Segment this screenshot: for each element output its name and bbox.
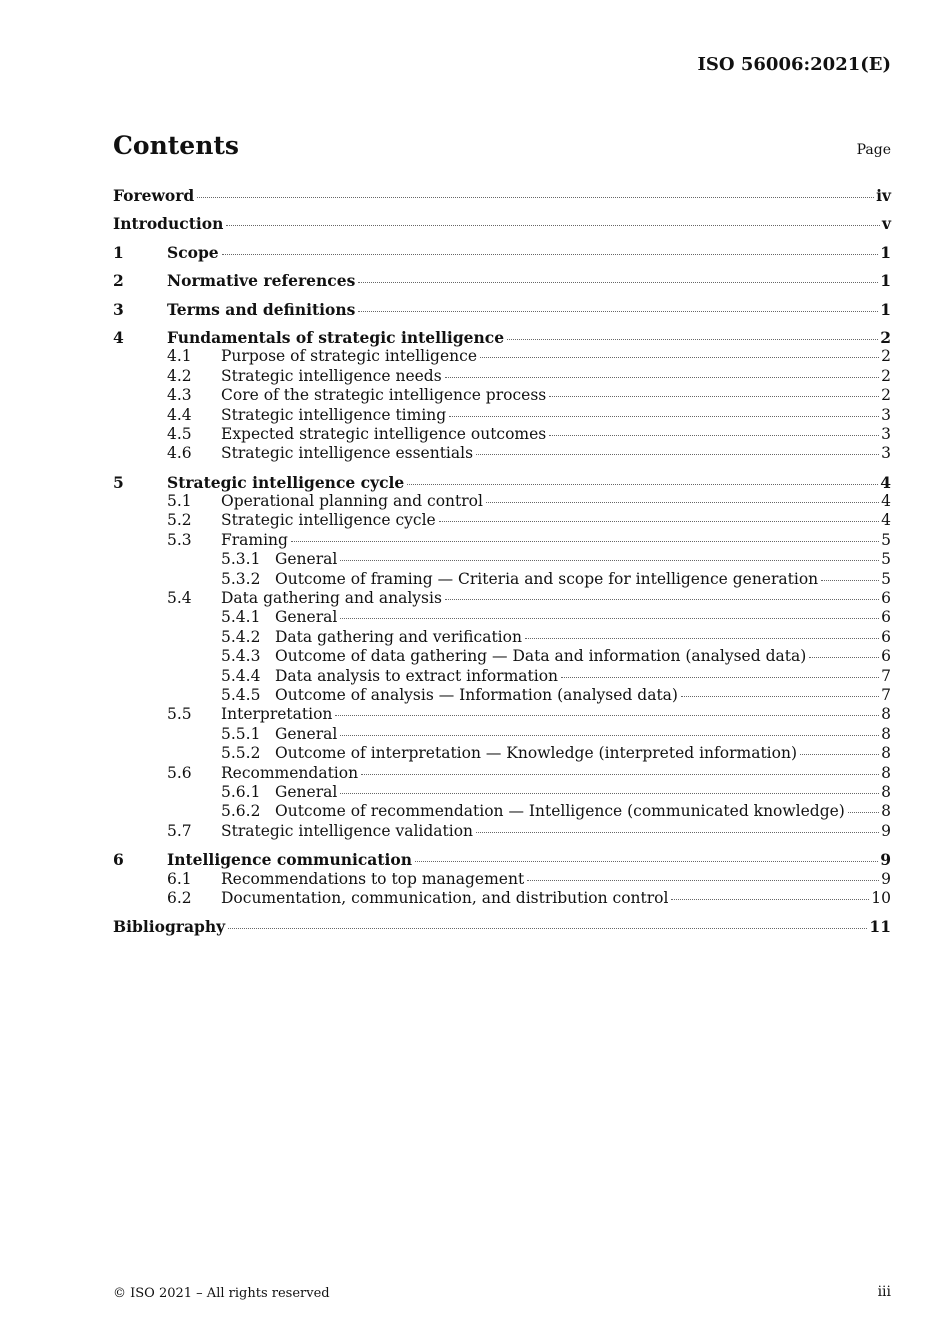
toc-entry-number: 5 bbox=[113, 472, 124, 492]
dot-leader bbox=[549, 396, 879, 397]
toc-entry-title: Outcome of data gathering — Data and information (analysed data) bbox=[275, 647, 807, 666]
toc-entry-page: 10 bbox=[871, 888, 891, 907]
toc-entry-page: 7 bbox=[881, 685, 891, 704]
dot-leader bbox=[228, 928, 867, 929]
toc-entry-number: 4 bbox=[113, 327, 124, 347]
toc-entry-title: General bbox=[275, 782, 338, 801]
toc-entry-title: Terms and definitions bbox=[167, 299, 356, 319]
toc-entry-page: 4 bbox=[881, 492, 891, 511]
toc-entry-title: General bbox=[275, 550, 338, 569]
dot-leader bbox=[340, 793, 879, 794]
toc-entry-page: 3 bbox=[881, 424, 891, 443]
toc-entry-title: General bbox=[275, 724, 338, 743]
toc-entry-page: 2 bbox=[880, 327, 891, 347]
dot-leader bbox=[809, 657, 879, 658]
toc-entry-title: Foreword bbox=[113, 186, 195, 205]
dot-leader bbox=[476, 832, 879, 833]
toc-entry-page: 8 bbox=[881, 744, 891, 763]
toc-entry-number: 5.4.3 bbox=[221, 647, 261, 666]
toc-entry-number: 4.2 bbox=[167, 366, 192, 385]
toc-entry-page: 8 bbox=[881, 763, 891, 782]
toc-entry-page: 4 bbox=[880, 472, 891, 492]
toc-entry[interactable] bbox=[113, 406, 891, 425]
page-title: Contents bbox=[113, 131, 240, 160]
toc-entry-title: Outcome of analysis — Information (analysed data) bbox=[275, 685, 678, 704]
toc-entry-title: Strategic intelligence cycle bbox=[221, 511, 436, 530]
dot-leader bbox=[340, 735, 879, 736]
toc-entry-number: 5.5 bbox=[167, 705, 192, 724]
toc-entry[interactable] bbox=[113, 725, 891, 744]
toc-entry[interactable] bbox=[113, 705, 891, 724]
dot-leader bbox=[476, 454, 879, 455]
dot-leader bbox=[449, 416, 879, 417]
toc-entry-page: 1 bbox=[880, 242, 891, 262]
page-number: iii bbox=[877, 1284, 891, 1300]
toc-entry-title: Recommendation bbox=[221, 763, 359, 782]
toc-entry-number: 5.6.1 bbox=[221, 782, 261, 801]
toc-entry-title: Outcome of recommendation — Intelligence (communicated knowledge) bbox=[275, 802, 845, 821]
toc-entry-number: 5.4.2 bbox=[221, 627, 261, 646]
toc-entry-title: Framing bbox=[221, 530, 288, 549]
toc-entry-title: Normative references bbox=[167, 271, 356, 291]
toc-entry[interactable] bbox=[113, 328, 891, 347]
toc-entry-title: Strategic intelligence timing bbox=[221, 405, 447, 424]
dot-leader bbox=[340, 618, 879, 619]
dot-leader bbox=[561, 677, 879, 678]
toc-entry[interactable] bbox=[113, 822, 891, 841]
toc-entry-page: 5 bbox=[881, 569, 891, 588]
toc-entry-page: 1 bbox=[880, 271, 891, 291]
toc-entry-title: Strategic intelligence validation bbox=[221, 821, 474, 840]
dot-leader bbox=[800, 754, 879, 755]
toc-entry-page: 9 bbox=[880, 850, 891, 870]
toc-entry-title: Outcome of interpretation — Knowledge (interpreted information) bbox=[275, 744, 797, 763]
dot-leader bbox=[549, 435, 879, 436]
toc-entry-number: 4.6 bbox=[167, 444, 192, 463]
toc-entry-title: Bibliography bbox=[113, 917, 226, 937]
toc-entry[interactable] bbox=[113, 850, 891, 869]
toc-entry-number: 5.3.1 bbox=[221, 550, 261, 569]
toc-entry-title: Data analysis to extract information bbox=[275, 666, 559, 685]
toc-entry-page: 2 bbox=[881, 386, 891, 405]
toc-entry[interactable] bbox=[113, 802, 891, 821]
toc-entry[interactable] bbox=[113, 367, 891, 386]
toc-entry-page: 5 bbox=[881, 530, 891, 549]
toc-entry-page: 6 bbox=[881, 627, 891, 646]
toc-entry-title: Core of the strategic intelligence process bbox=[221, 386, 547, 405]
toc-entry-number: 3 bbox=[113, 299, 124, 319]
dot-leader bbox=[681, 696, 879, 697]
toc-entry-page: 8 bbox=[881, 724, 891, 743]
toc-entry[interactable] bbox=[113, 917, 891, 936]
toc-entry-number: 2 bbox=[113, 271, 124, 291]
toc-entry-page: 9 bbox=[881, 869, 891, 888]
toc-entry[interactable] bbox=[113, 214, 891, 233]
toc-entry[interactable] bbox=[113, 667, 891, 686]
dot-leader bbox=[335, 715, 879, 716]
toc-entry-page: 3 bbox=[881, 444, 891, 463]
toc-entry-title: General bbox=[275, 608, 338, 627]
dot-leader bbox=[358, 282, 878, 283]
toc-entry[interactable] bbox=[113, 764, 891, 783]
dot-leader bbox=[480, 357, 879, 358]
toc-entry-title: Recommendations to top management bbox=[221, 869, 525, 888]
toc-entry[interactable] bbox=[113, 570, 891, 589]
toc-entry[interactable] bbox=[113, 271, 891, 290]
toc-entry-page: v bbox=[881, 214, 891, 234]
toc-entry-page: 2 bbox=[881, 366, 891, 385]
dot-leader bbox=[439, 521, 879, 522]
dot-leader bbox=[358, 311, 878, 312]
toc-entry-page: 8 bbox=[881, 782, 891, 801]
toc-entry-page: 7 bbox=[881, 666, 891, 685]
toc-entry[interactable] bbox=[113, 473, 891, 492]
toc-entry[interactable] bbox=[113, 186, 891, 205]
toc-entry-number: 4.4 bbox=[167, 405, 192, 424]
toc-entry-number: 6.1 bbox=[167, 869, 192, 888]
toc-entry-number: 6 bbox=[113, 850, 124, 870]
toc-entry-page: 1 bbox=[880, 299, 891, 319]
toc-entry-number: 5.4.5 bbox=[221, 685, 261, 704]
document-id: ISO 56006:2021(E) bbox=[697, 54, 891, 75]
toc-entry[interactable] bbox=[113, 589, 891, 608]
toc-entry-title: Data gathering and analysis bbox=[221, 589, 442, 608]
toc-entry[interactable] bbox=[113, 686, 891, 705]
toc-entry-number: 5.3 bbox=[167, 530, 192, 549]
toc-entry-page: iv bbox=[876, 186, 891, 205]
toc-entry[interactable] bbox=[113, 647, 891, 666]
toc-entry-number: 4.1 bbox=[167, 347, 192, 366]
toc-entry-page: 5 bbox=[881, 550, 891, 569]
toc-entry[interactable] bbox=[113, 425, 891, 444]
toc-entry-number: 5.4 bbox=[167, 589, 192, 608]
toc-entry-title: Data gathering and verification bbox=[275, 627, 522, 646]
dot-leader bbox=[486, 502, 879, 503]
dot-leader bbox=[525, 638, 879, 639]
dot-leader bbox=[226, 225, 880, 226]
toc-entry-title: Expected strategic intelligence outcomes bbox=[221, 424, 547, 443]
toc-entry-number: 5.5.1 bbox=[221, 724, 261, 743]
toc-entry-page: 4 bbox=[881, 511, 891, 530]
toc-entry-number: 5.4.4 bbox=[221, 666, 261, 685]
toc-entry[interactable] bbox=[113, 531, 891, 550]
toc-entry[interactable] bbox=[113, 347, 891, 366]
toc-entry-number: 5.1 bbox=[167, 492, 192, 511]
dot-leader bbox=[407, 484, 878, 485]
toc-entry[interactable] bbox=[113, 870, 891, 889]
toc-entry-title: Strategic intelligence essentials bbox=[221, 444, 474, 463]
toc-entry-title: Documentation, communication, and distribution control bbox=[221, 888, 669, 907]
toc-entry-number: 1 bbox=[113, 242, 124, 262]
toc-entry-number: 5.3.2 bbox=[221, 569, 261, 588]
toc-entry-number: 6.2 bbox=[167, 888, 192, 907]
toc-entry-page: 6 bbox=[881, 589, 891, 608]
toc-entry-title: Fundamentals of strategic intelligence bbox=[167, 327, 505, 347]
toc-entry-title: Intelligence communication bbox=[167, 850, 413, 870]
dot-leader bbox=[527, 880, 879, 881]
toc-entry[interactable] bbox=[113, 386, 891, 405]
toc-entry-number: 5.2 bbox=[167, 511, 192, 530]
toc-entry-page: 11 bbox=[869, 917, 891, 937]
dot-leader bbox=[671, 899, 869, 900]
toc-entry-title: Scope bbox=[167, 242, 219, 262]
toc-entry-number: 4.3 bbox=[167, 386, 192, 405]
toc-entry[interactable] bbox=[113, 550, 891, 569]
toc-entry-page: 2 bbox=[881, 347, 891, 366]
dot-leader bbox=[415, 861, 878, 862]
dot-leader bbox=[848, 812, 879, 813]
toc-entry-title: Outcome of framing — Criteria and scope for intelligence generation bbox=[275, 569, 819, 588]
toc-entry-title: Strategic intelligence needs bbox=[221, 366, 442, 385]
toc-entry[interactable] bbox=[113, 628, 891, 647]
toc-entry-number: 5.7 bbox=[167, 821, 192, 840]
dot-leader bbox=[291, 541, 879, 542]
toc-entry-title: Introduction bbox=[113, 214, 224, 234]
toc-entry-page: 9 bbox=[881, 821, 891, 840]
toc-entry-page: 8 bbox=[881, 705, 891, 724]
dot-leader bbox=[340, 560, 879, 561]
toc-entry[interactable] bbox=[113, 608, 891, 627]
toc-entry-title: Purpose of strategic intelligence bbox=[221, 347, 477, 366]
table-of-contents bbox=[113, 186, 891, 937]
dot-leader bbox=[197, 197, 874, 198]
toc-entry[interactable] bbox=[113, 744, 891, 763]
toc-entry[interactable] bbox=[113, 511, 891, 530]
dot-leader bbox=[445, 599, 879, 600]
toc-entry[interactable] bbox=[113, 444, 891, 463]
toc-entry-number: 5.6.2 bbox=[221, 802, 261, 821]
toc-entry-title: Interpretation bbox=[221, 705, 333, 724]
copyright-notice: © ISO 2021 – All rights reserved bbox=[113, 1286, 330, 1301]
toc-entry[interactable] bbox=[113, 889, 891, 908]
toc-entry-page: 6 bbox=[881, 647, 891, 666]
dot-leader bbox=[507, 339, 878, 340]
toc-entry[interactable] bbox=[113, 243, 891, 262]
dot-leader bbox=[445, 377, 879, 378]
toc-entry[interactable] bbox=[113, 783, 891, 802]
toc-entry[interactable] bbox=[113, 300, 891, 319]
dot-leader bbox=[361, 774, 879, 775]
toc-entry-number: 5.5.2 bbox=[221, 744, 261, 763]
toc-entry-number: 5.6 bbox=[167, 763, 192, 782]
toc-entry-page: 3 bbox=[881, 405, 891, 424]
dot-leader bbox=[821, 580, 879, 581]
toc-entry-number: 5.4.1 bbox=[221, 608, 261, 627]
toc-entry-number: 4.5 bbox=[167, 424, 192, 443]
toc-entry-title: Strategic intelligence cycle bbox=[167, 472, 405, 492]
toc-entry[interactable] bbox=[113, 492, 891, 511]
toc-entry-page: 8 bbox=[881, 802, 891, 821]
page-column-label: Page bbox=[856, 142, 891, 158]
toc-entry-page: 6 bbox=[881, 608, 891, 627]
toc-entry-title: Operational planning and control bbox=[221, 492, 483, 511]
dot-leader bbox=[222, 254, 879, 255]
